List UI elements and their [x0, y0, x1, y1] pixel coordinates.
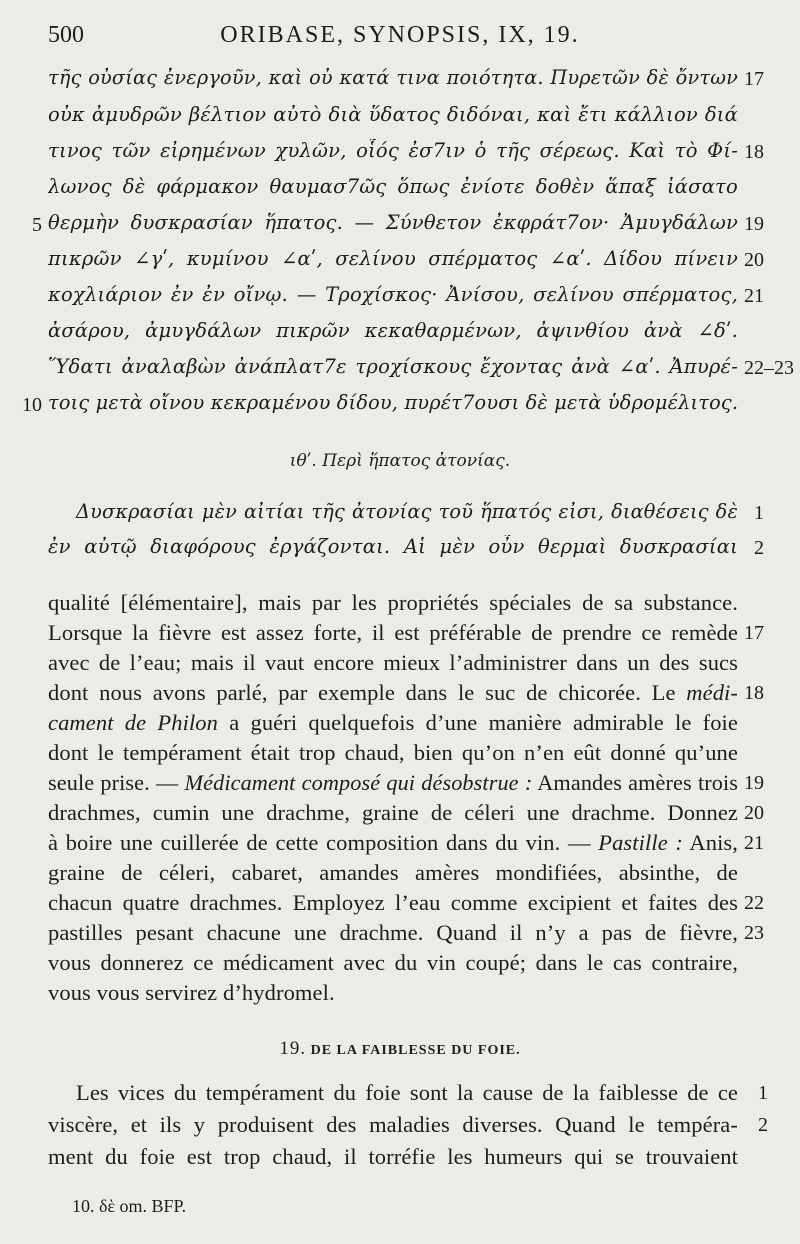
text-run: dont nous avons parlé, par exemple dans le suc de chicorée. Le — [48, 680, 687, 705]
french-section-title — [0, 1038, 800, 1060]
text-run: seule prise. — — [48, 770, 185, 795]
french-line: vous donnerez ce médicament avec du vin coupé; dans le cas contraire, — [48, 950, 738, 975]
line-number: 1 — [758, 1082, 768, 1104]
line-number: 17 — [744, 622, 764, 644]
french-line: Les vices du tempérament du foie sont la cause de la faiblesse de ce — [76, 1080, 738, 1105]
text-run: à boire une cuillerée de cette composition dans du vin. — — [48, 830, 599, 855]
greek-line: πικρῶν ∠γʹ, κυμίνου ∠αʹ, σελίνου σπέρματος ∠αʹ. Δίδου πίνειν — [48, 247, 738, 270]
italic-run: Pastille : — [598, 830, 683, 855]
french-line: Lorsque la fièvre est assez forte, il est préférable de prendre ce remède — [48, 620, 738, 645]
line-number: 22–23 — [744, 357, 794, 379]
greek-line: τοις μετὰ οἴνου κεκραμένου δίδου, πυρέτ7ουσι δὲ μετὰ ὑδρομέλιτος. — [48, 391, 738, 414]
line-number: 21 — [744, 285, 764, 307]
page-number: 500 — [48, 22, 84, 48]
italic-run: médi- — [686, 680, 738, 705]
page-header — [0, 18, 800, 54]
french-line — [48, 710, 738, 736]
greek-line: ἐν αὐτῷ διαφόρους ἐργάζονται. Αἱ μὲν οὖν θερμαὶ δυσκρασίαι — [48, 535, 738, 558]
greek-line: κοχλιάριον ἐν ἐν οἴνῳ. — Τροχίσκος· Ἀνίσου, σελίνου σπέρματος, — [48, 283, 738, 306]
french-line: qualité [élémentaire], mais par les propriétés spéciales de sa substance. — [48, 590, 738, 615]
text-run: Anis, — [683, 830, 738, 855]
french-line: viscère, et ils y produisent des maladies diverses. Quand le tempéra- — [48, 1112, 738, 1137]
french-line — [48, 680, 738, 706]
section-number: 19. — [279, 1038, 307, 1059]
french-line: vous vous servirez d’hydromel. — [48, 980, 335, 1005]
french-line: chacun quatre drachmes. Employez l’eau comme excipient et faites des — [48, 890, 738, 915]
french-line: pastilles pesant chacune une drachme. Quand il n’y a pas de fièvre, — [48, 920, 738, 945]
margin-line-number: 5 — [32, 214, 42, 236]
line-number: 22 — [744, 892, 764, 914]
line-number: 1 — [754, 502, 764, 524]
line-number: 19 — [744, 213, 764, 235]
greek-line: λωνος δὲ φάρμακον θαυμασ7ῶς ὅπως ἐνίοτε δοθὲν ἅπαξ ἰάσατο — [48, 175, 738, 198]
line-number: 18 — [744, 141, 764, 163]
italic-run: cament de Philon — [48, 710, 218, 735]
line-number: 18 — [744, 682, 764, 704]
greek-line: οὐκ ἀμυδρῶν βέλτιον αὐτὸ διὰ ὕδατος διδόναι, καὶ ἔτι κάλλιον διά — [48, 103, 738, 126]
section-heading: DE LA FAIBLESSE DU FOIE. — [310, 1043, 521, 1058]
running-head: ORIBASE, SYNOPSIS, IX, 19. — [220, 22, 580, 48]
footnote: 10. δὲ om. BFP. — [72, 1196, 187, 1216]
line-number: 21 — [744, 832, 764, 854]
text-run: Amandes amères trois — [532, 770, 738, 795]
margin-line-number: 10 — [22, 394, 42, 416]
text-run: a guéri quelquefois d’une manière admirable le foie — [218, 710, 738, 735]
greek-line: θερμὴν δυσκρασίαν ἥπατος. — Σύνθετον ἐκφράτ7ον· Ἀμυγδάλων — [48, 211, 738, 234]
french-line — [48, 830, 738, 856]
greek-line: Δυσκρασίαι μὲν αἰτίαι τῆς ἀτονίας τοῦ ἥπατός εἰσι, διαθέσεις δὲ — [76, 500, 738, 523]
line-number: 20 — [744, 802, 764, 824]
french-line: drachmes, cumin une drachme, graine de céleri une drachme. Donnez — [48, 800, 738, 825]
line-number: 2 — [758, 1114, 768, 1136]
line-number: 19 — [744, 772, 764, 794]
line-number: 23 — [744, 922, 764, 944]
greek-section-title: ιθʹ. Περὶ ἥπατος ἀτονίας. — [289, 451, 511, 471]
french-line: graine de céleri, cabaret, amandes amères mondifiées, absinthe, de — [48, 860, 738, 885]
line-number: 2 — [754, 537, 764, 559]
greek-line: τῆς οὐσίας ἐνεργοῦν, καὶ οὐ κατά τινα ποιότητα. Πυρετῶν δὲ ὄντων — [48, 66, 738, 89]
line-number: 20 — [744, 249, 764, 271]
greek-line: Ὕδατι ἀναλαβὼν ἀνάπλατ7ε τροχίσκους ἔχοντας ἀνὰ ∠αʹ. Ἀπυρέ- — [48, 355, 738, 378]
french-line: avec de l’eau; mais il vaut encore mieux l’administrer dans un des sucs — [48, 650, 738, 675]
french-line: ment du foie est trop chaud, il torréfie les humeurs qui se trouvaient — [48, 1144, 738, 1169]
line-number: 17 — [744, 68, 764, 90]
greek-line: τινος τῶν εἰρημένων χυλῶν, οἷός ἐσ7ιν ὁ τῆς σέρεως. Καὶ τὸ Φί- — [48, 139, 738, 162]
italic-run: Médicament composé qui désobstrue : — [184, 770, 533, 795]
french-line — [48, 770, 738, 796]
french-line: dont le tempérament était trop chaud, bien qu’on n’en eût donné qu’une — [48, 740, 738, 765]
greek-line: ἀσάρου, ἀμυγδάλων πικρῶν κεκαθαρμένων, ἀψινθίου ἀνὰ ∠δʹ. — [48, 319, 738, 342]
